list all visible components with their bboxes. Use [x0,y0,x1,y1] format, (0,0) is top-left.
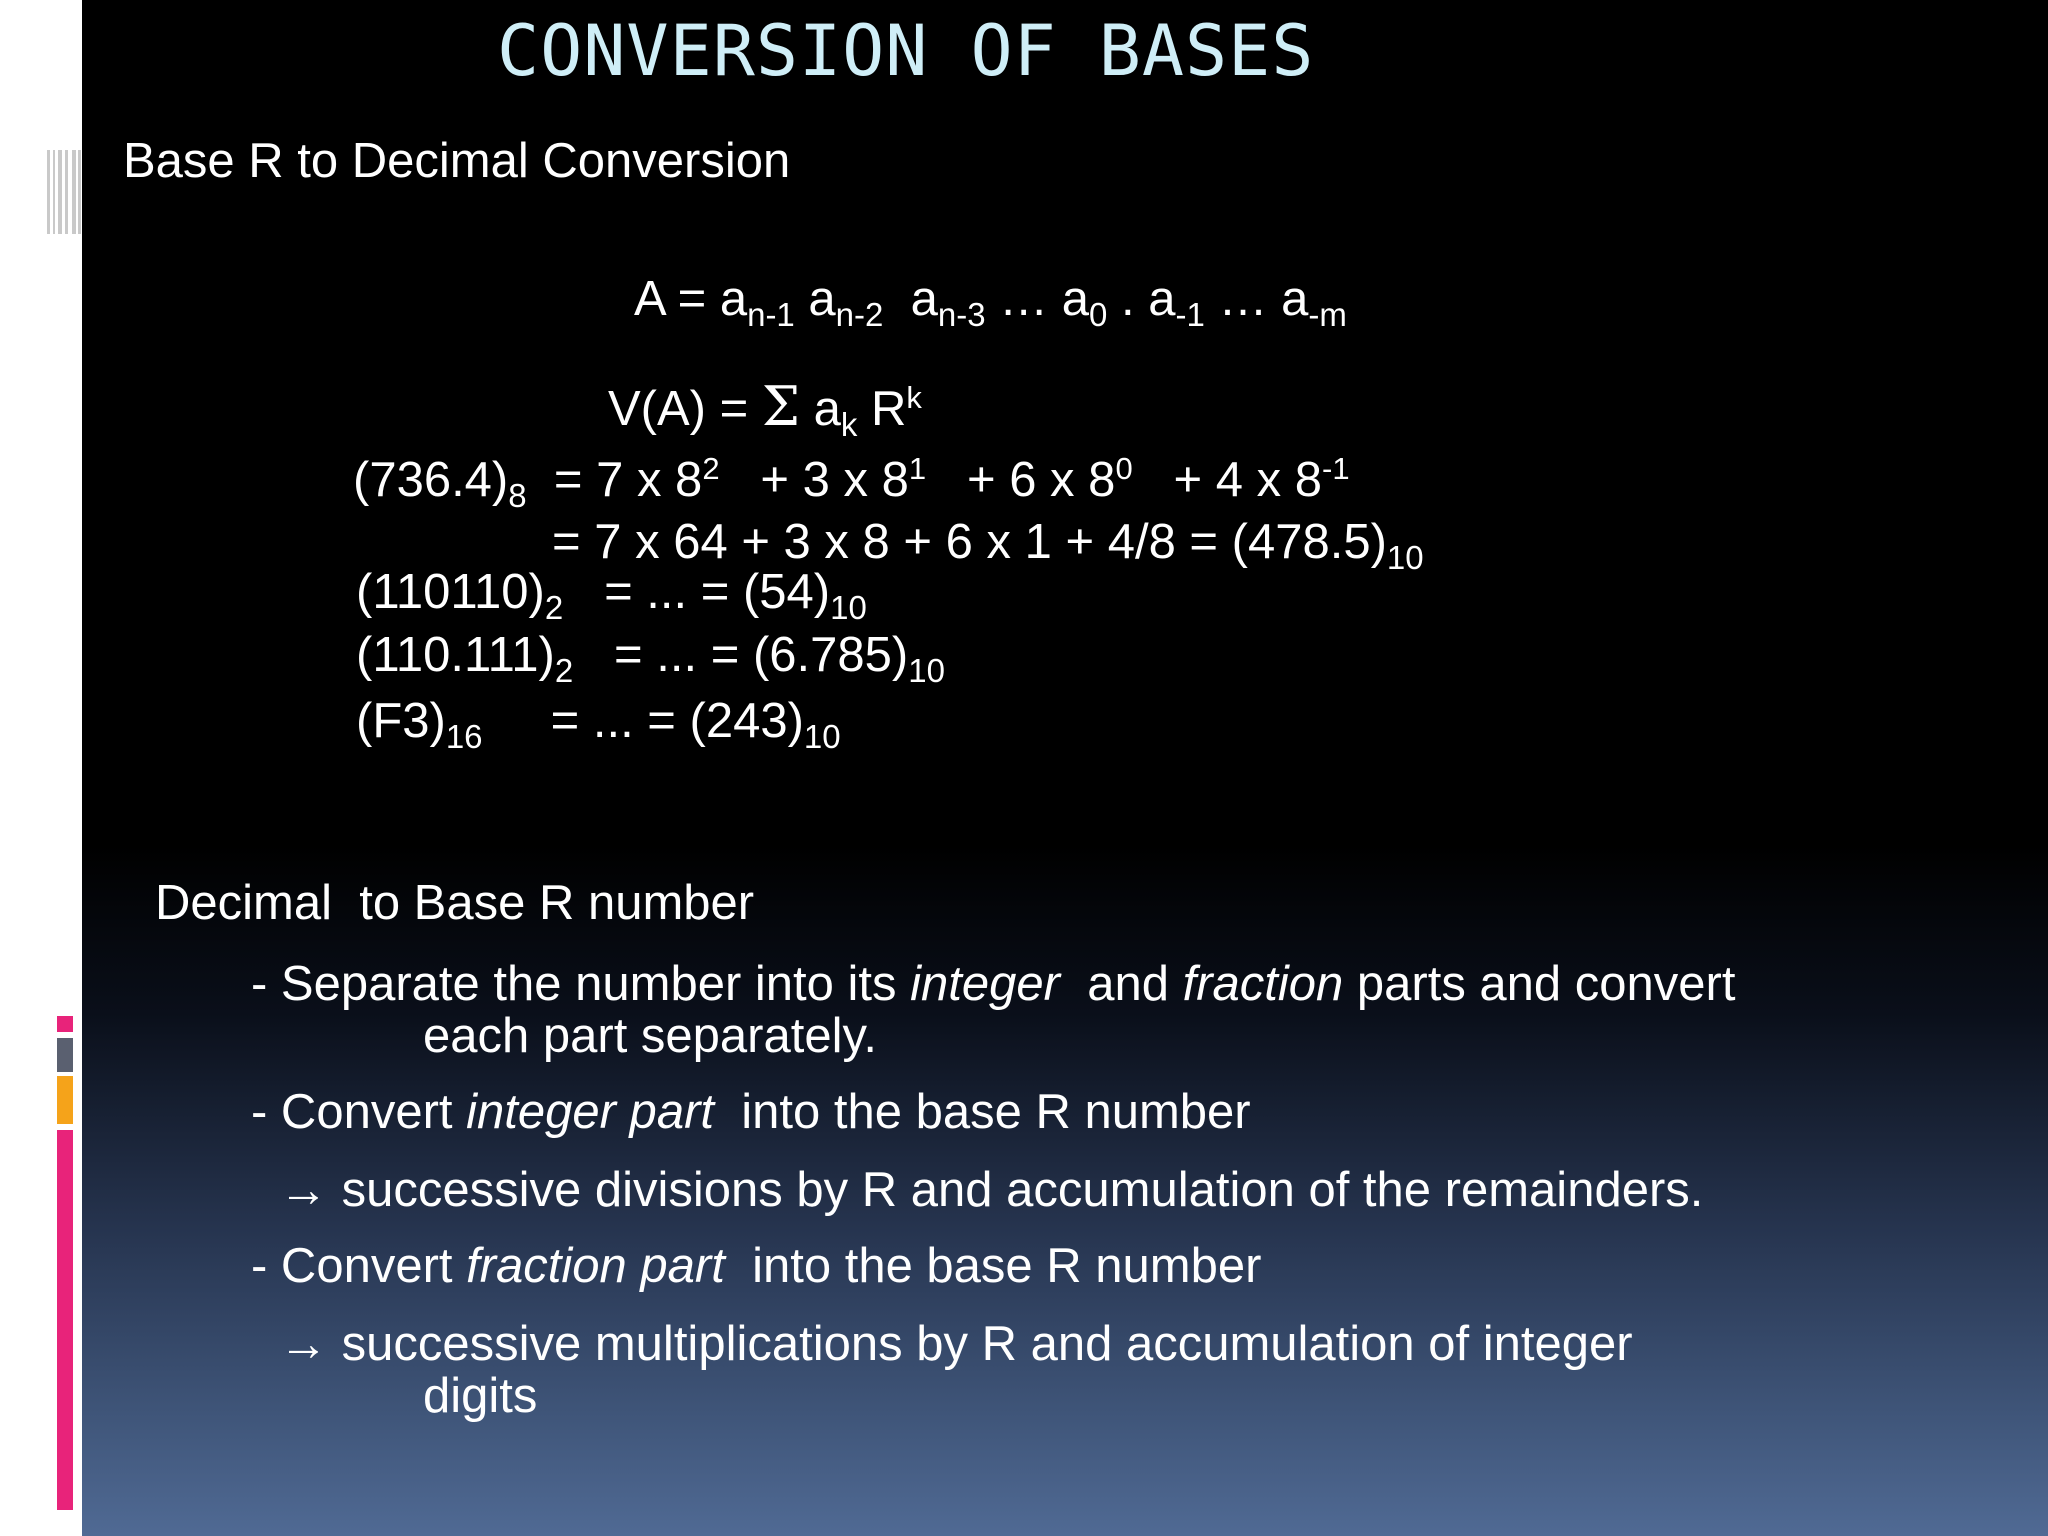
section-heading-decimal-to-base-r: Decimal to Base R number [155,876,755,930]
bullet-separate-parts-continued: each part separately. [423,1009,877,1063]
accent-bar-orange [57,1076,73,1124]
sigma-symbol: Σ [761,375,801,438]
slide-background [82,0,2048,1536]
bullet-fraction-method-continued: digits [423,1369,538,1423]
accent-bar-pink-long [57,1130,73,1510]
accent-bar-gray [57,1038,73,1072]
section-heading-base-r-to-decimal: Base R to Decimal Conversion [123,134,791,188]
bullet-convert-integer: - Convert integer part into the base R number [251,1085,1251,1139]
bullet-separate-parts: - Separate the number into its integer and fraction parts and convert [251,957,1736,1011]
formula-number-representation: $A = a_{n-1}$ $a_{n-2}$ $a_{n-3}$ … $a_0$ . $a_{-1}$ … $a_{-m}$ [634,272,1347,333]
example-binary-integer: $(110110)_2$ = ... = $(54)_{10}$ [356,565,867,626]
example-octal-result: = 7 x 64 + 3 x 8 + 6 x $1 + 4/8 = (478.5)_{10}$ [552,515,1424,576]
example-octal-expansion: $(736.4)_8 = 7$ x $8^2 + 3$ x $8^1 + 6$ x $8^0 + 4$ x $8^{-1}$ [353,451,1350,514]
accent-bar-pink-small [57,1016,73,1032]
bullet-fraction-method: → successive multiplications by R and accumulation of integer [279,1317,1633,1371]
bullet-convert-fraction: - Convert fraction part into the base R number [251,1239,1262,1293]
decorative-stripes [47,150,82,234]
bullet-integer-method: → successive divisions by R and accumulation of the remainders. [279,1163,1704,1217]
slide-title: CONVERSION OF BASES [497,10,1315,92]
formula-value-sum: V(A) = Σ $a_k$ $R^k$ [608,375,922,443]
example-binary-fraction: $(110.111)_2$ = ... = $(6.785)_{10}$ [356,628,945,689]
example-hexadecimal: $(F3)_{16}$ = ... = $(243)_{10}$ [356,694,841,755]
